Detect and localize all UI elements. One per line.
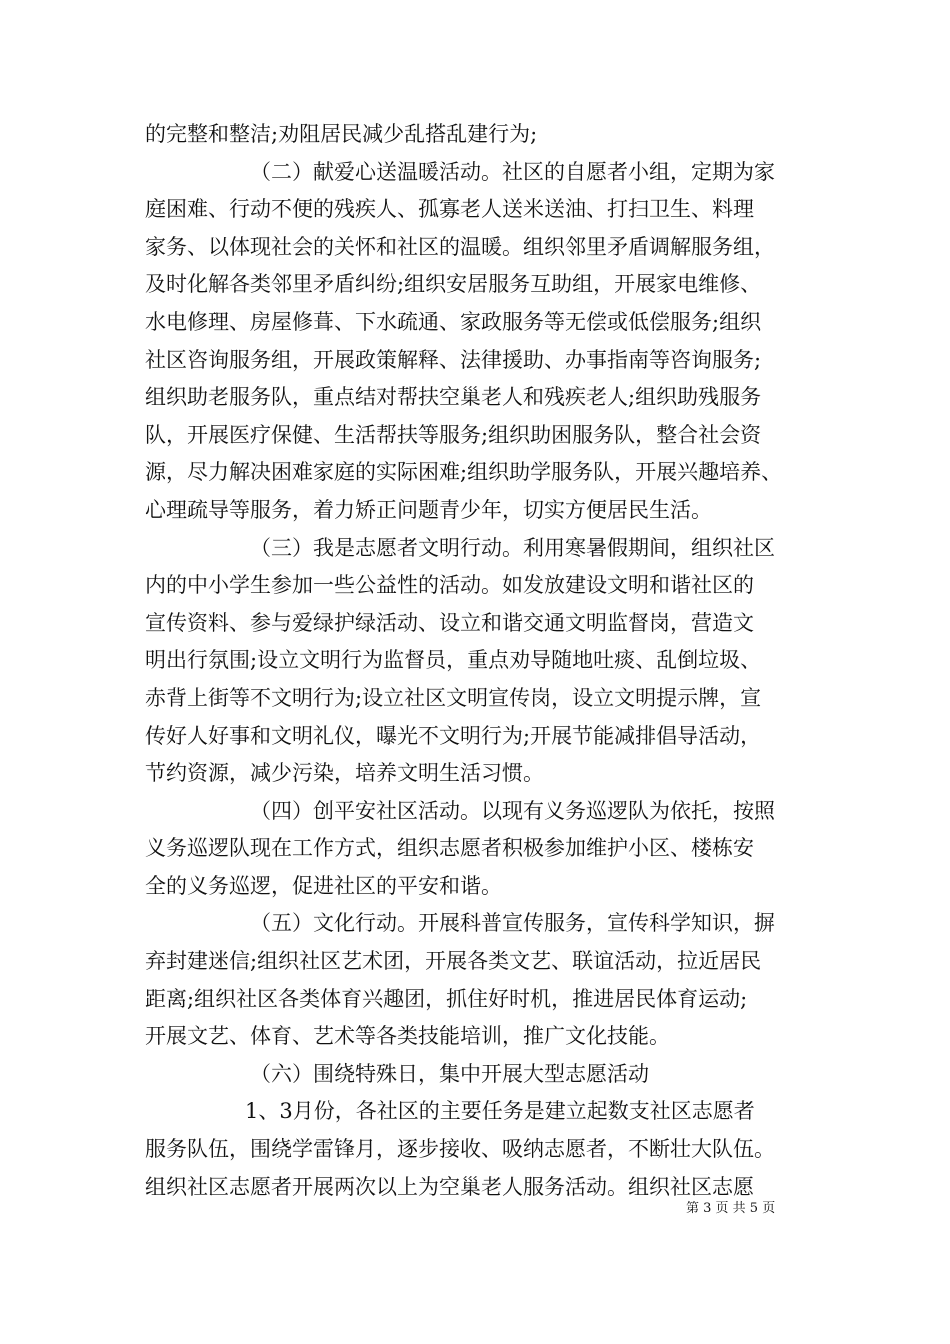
text-line: 组织助老服务队，重点结对帮扶空巢老人和残疾老人;组织助残服务: [145, 385, 762, 410]
text-line: 传好人好事和文明礼仪，曝光不文明行为;开展节能减排倡导活动，: [145, 723, 762, 748]
text-line: 家务、以体现社会的关怀和社区的温暖。组织邻里矛盾调解服务组，: [145, 234, 775, 259]
text-line: 及时化解各类邻里矛盾纠纷;组织安居服务互助组，开展家电维修、: [145, 272, 762, 297]
text-line: （六）围绕特殊日，集中开展大型志愿活动: [250, 1061, 649, 1086]
text-line: 水电修理、房屋修葺、下水疏通、家政服务等无偿或低偿服务;组织: [145, 309, 762, 334]
text-line: 义务巡逻队现在工作方式，组织志愿者积极参加维护小区、楼栋安: [145, 836, 754, 861]
text-line: 心理疏导等服务，着力矫正问题青少年，切实方便居民生活。: [145, 497, 712, 522]
text-line: 队，开展医疗保健、生活帮扶等服务;组织助困服务队，整合社会资: [145, 422, 762, 447]
text-line: 社区咨询服务组，开展政策解释、法律援助、办事指南等咨询服务;: [145, 347, 762, 372]
text-line: 明出行氛围;设立文明行为监督员，重点劝导随地吐痰、乱倒垃圾、: [145, 648, 762, 673]
text-line: 节约资源，减少污染，培养文明生活习惯。: [145, 761, 544, 786]
text-line: 赤背上街等不文明行为;设立社区文明宣传岗，设立文明提示牌，宣: [145, 685, 762, 710]
text-line: 服务队伍，围绕学雷锋月，逐步接收、吸纳志愿者，不断壮大队伍。: [145, 1137, 775, 1162]
text-line: 1、3月份，各社区的主要任务是建立起数支社区志愿者: [245, 1099, 755, 1124]
text-line: 开展文艺、体育、艺术等各类技能培训，推广文化技能。: [145, 1024, 670, 1049]
text-line: （三）我是志愿者文明行动。利用寒暑假期间，组织社区: [250, 535, 775, 560]
text-line: 宣传资料、参与爱绿护绿活动、设立和谐交通文明监督岗，营造文: [145, 610, 754, 635]
text-line: 庭困难、行动不便的残疾人、孤寡老人送米送油、打扫卫生、料理: [145, 197, 754, 222]
text-line: 内的中小学生参加一些公益性的活动。如发放建设文明和谐社区的: [145, 573, 754, 598]
text-line: 全的义务巡逻，促进社区的平安和谐。: [145, 873, 502, 898]
body-text: [145, 116, 810, 1206]
text-line: （五）文化行动。开展科普宣传服务，宣传科学知识，摒: [250, 911, 775, 936]
text-line: 距离;组织社区各类体育兴趣团，抓住好时机，推进居民体育运动;: [145, 986, 748, 1011]
text-line: 源，尽力解决困难家庭的实际困难;组织助学服务队，开展兴趣培养、: [145, 460, 783, 485]
text-line: （二）献爱心送温暖活动。社区的自愿者小组，定期为家: [250, 159, 775, 184]
text-line: （四）创平安社区活动。以现有义务巡逻队为依托，按照: [250, 798, 775, 823]
text-line: 的完整和整洁;劝阻居民减少乱搭乱建行为;: [145, 122, 538, 146]
text-line: 组织社区志愿者开展两次以上为空巢老人服务活动。组织社区志愿: [145, 1174, 754, 1199]
page-number: 第 3 页 共 5 页: [686, 1201, 776, 1216]
text-line: 弃封建迷信;组织社区艺术团，开展各类文艺、联谊活动，拉近居民: [145, 949, 762, 974]
